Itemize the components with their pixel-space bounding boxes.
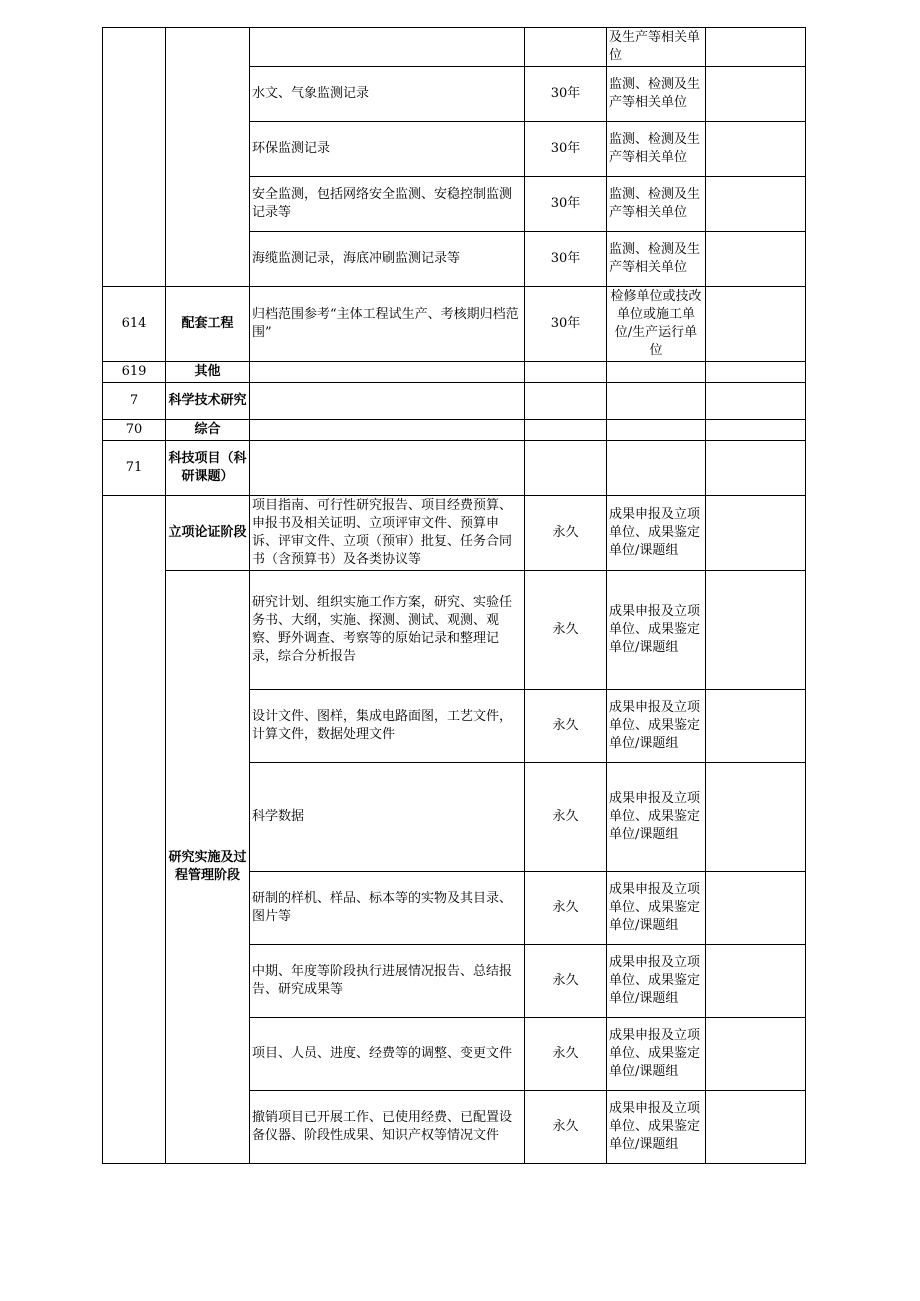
content-cell: 设计文件、图样，集成电路面图，工艺文件，计算文件，数据处理文件 [250,690,525,763]
unit-cell: 检修单位或技改单位或施工单位/生产运行单位 [607,287,706,362]
code-cell [103,28,166,287]
category-cell: 科学技术研究 [166,383,250,420]
note-cell [706,872,806,945]
unit-cell [607,383,706,420]
note-cell [706,763,806,872]
note-cell [706,1018,806,1091]
unit-cell: 成果申报及立项单位、成果鉴定单位/课题组 [607,763,706,872]
content-cell [250,441,525,496]
code-cell: 70 [103,420,166,441]
code-cell: 71 [103,441,166,496]
term-cell: 30年 [525,67,607,122]
category-cell: 配套工程 [166,287,250,362]
note-cell [706,177,806,232]
content-cell: 安全监测，包括网络安全监测、安稳控制监测记录等 [250,177,525,232]
unit-cell: 监测、检测及生产等相关单位 [607,177,706,232]
unit-cell: 成果申报及立项单位、成果鉴定单位/课题组 [607,496,706,571]
term-cell: 30年 [525,177,607,232]
term-cell: 永久 [525,945,607,1018]
unit-cell [607,420,706,441]
note-cell [706,1091,806,1164]
unit-cell: 成果申报及立项单位、成果鉴定单位/课题组 [607,571,706,690]
table-row [103,441,806,496]
code-cell [103,496,166,1164]
content-cell [250,420,525,441]
category-cell: 科技项目（科研课题） [166,441,250,496]
content-cell: 项目指南、可行性研究报告、项目经费预算、申报书及相关证明、立项评审文件、预算申诉、评审文件、立项（预审）批复、任务合同书（含预算书）及各类协议等 [250,496,525,571]
note-cell [706,496,806,571]
content-cell: 水文、气象监测记录 [250,67,525,122]
table-row [103,496,806,571]
content-cell: 项目、人员、进度、经费等的调整、变更文件 [250,1018,525,1091]
term-cell: 30年 [525,287,607,362]
unit-cell [607,362,706,383]
term-cell: 30年 [525,232,607,287]
term-cell: 永久 [525,763,607,872]
note-cell [706,122,806,177]
note-cell [706,362,806,383]
term-cell [525,383,607,420]
category-cell [166,28,250,287]
unit-cell: 成果申报及立项单位、成果鉴定单位/课题组 [607,872,706,945]
table-row [103,383,806,420]
table-row [103,362,806,383]
note-cell [706,441,806,496]
term-cell [525,420,607,441]
unit-cell: 成果申报及立项单位、成果鉴定单位/课题组 [607,690,706,763]
content-cell: 中期、年度等阶段执行进展情况报告、总结报告、研究成果等 [250,945,525,1018]
content-cell [250,383,525,420]
term-cell: 永久 [525,872,607,945]
code-cell: 614 [103,287,166,362]
unit-cell: 监测、检测及生产等相关单位 [607,122,706,177]
archive-retention-table [102,27,806,1164]
note-cell [706,571,806,690]
content-cell: 撤销项目已开展工作、已使用经费、已配置设备仪器、阶段性成果、知识产权等情况文件 [250,1091,525,1164]
note-cell [706,232,806,287]
term-cell [525,441,607,496]
content-cell [250,362,525,383]
term-cell: 永久 [525,690,607,763]
term-cell: 永久 [525,496,607,571]
note-cell [706,28,806,67]
term-cell: 永久 [525,1091,607,1164]
term-cell: 30年 [525,122,607,177]
code-cell: 7 [103,383,166,420]
note-cell [706,287,806,362]
table-row [103,420,806,441]
unit-cell: 监测、检测及生产等相关单位 [607,67,706,122]
unit-cell: 成果申报及立项单位、成果鉴定单位/课题组 [607,1018,706,1091]
stage-cell: 研究实施及过程管理阶段 [166,571,250,1164]
note-cell [706,383,806,420]
category-cell: 其他 [166,362,250,383]
note-cell [706,945,806,1018]
content-cell: 海缆监测记录，海底冲刷监测记录等 [250,232,525,287]
term-cell [525,28,607,67]
content-cell: 研制的样机、样品、标本等的实物及其目录、图片等 [250,872,525,945]
unit-cell: 及生产等相关单位 [607,28,706,67]
table-row [103,571,806,690]
table-row [103,287,806,362]
unit-cell: 成果申报及立项单位、成果鉴定单位/课题组 [607,945,706,1018]
content-cell: 环保监测记录 [250,122,525,177]
content-cell: 科学数据 [250,763,525,872]
note-cell [706,67,806,122]
unit-cell: 监测、检测及生产等相关单位 [607,232,706,287]
unit-cell [607,441,706,496]
term-cell: 永久 [525,1018,607,1091]
content-cell: 研究计划、组织实施工作方案，研究、实验任务书、大纲，实施、探测、测试、观测、观察、野外调查、考察等的原始记录和整理记录，综合分析报告 [250,571,525,690]
term-cell: 永久 [525,571,607,690]
note-cell [706,420,806,441]
category-cell: 综合 [166,420,250,441]
unit-cell: 成果申报及立项单位、成果鉴定单位/课题组 [607,1091,706,1164]
term-cell [525,362,607,383]
table-row [103,28,806,67]
content-cell [250,28,525,67]
note-cell [706,690,806,763]
code-cell: 619 [103,362,166,383]
content-cell: 归档范围参考“主体工程试生产、考核期归档范围” [250,287,525,362]
stage-cell: 立项论证阶段 [166,496,250,571]
